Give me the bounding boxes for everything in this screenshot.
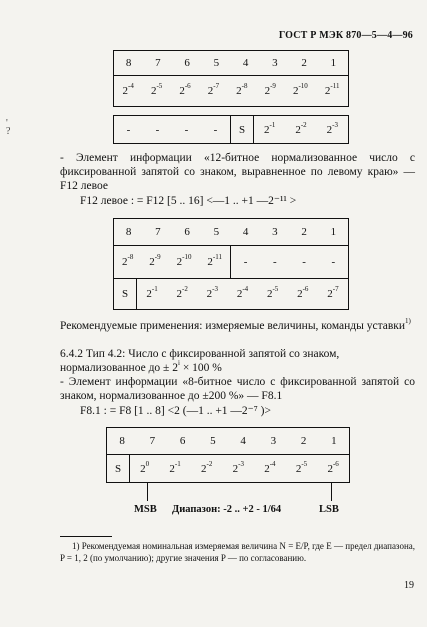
bit-weight: $2^{-1}$ [169, 460, 181, 475]
bit-number: 3 [272, 57, 278, 69]
range-label: Диапазон: -2 .. +2 - 1/64 [172, 504, 282, 515]
bit-number: 8 [119, 435, 125, 447]
paragraph-f8-description: - Элемент информации «8-битное число с фиксированной запятой со знаком, нормализованное до ±200 %» — F8.1 [60, 376, 415, 402]
dash: - [126, 123, 131, 136]
bit-weight: $2^{-3}$ [326, 120, 338, 136]
dash: - [331, 256, 336, 268]
bit-number: 6 [179, 435, 186, 447]
document-header: ГОСТ Р МЭК 870—5—4—96 [278, 30, 413, 41]
sign-bit: S [231, 116, 254, 143]
bit-weight: $2^{-6}$ [297, 285, 309, 300]
unused-bits [114, 116, 231, 143]
weight-row [114, 76, 348, 106]
bit-number: 2 [300, 435, 307, 447]
margin-mark: ' [6, 118, 8, 129]
bit-weight: $2^{-1}$ [146, 285, 158, 300]
bit-weight: $2^{-11}$ [324, 82, 340, 97]
footnote-ref: 1) [405, 317, 411, 325]
bit-number: 2 [301, 226, 307, 238]
bit-number: 1 [330, 226, 337, 238]
dash: - [243, 256, 248, 268]
bit-weight: $2^{-2}$ [201, 460, 213, 475]
bit-weight: $2^{-2}$ [295, 120, 307, 136]
bit-number-row [107, 428, 349, 455]
dash: - [302, 256, 306, 268]
formula-f12: F12 левое : = F12 [5 .. 16] <—1 .. +1 —2⁻¹¹ > [80, 195, 297, 207]
bit-table-f12-row-weights [113, 50, 349, 107]
sign-row [107, 455, 349, 483]
bit-weight: $2^{-1}$ [263, 120, 276, 136]
bit-number: 5 [210, 435, 216, 447]
bit-weight: $2^{-2}$ [176, 285, 188, 300]
bit-number-row [114, 219, 348, 246]
sign-bit: S [107, 455, 130, 483]
bit-weight: $2^{-9}$ [149, 253, 161, 268]
footnote-divider [60, 536, 112, 537]
bit-weight: $2^{-5}$ [150, 82, 163, 97]
bit-weight: $2^{-4}$ [264, 460, 276, 475]
bit-weight: $2^0$ [140, 460, 150, 475]
fraction-bits [254, 116, 348, 143]
paragraph-applications: Рекомендуемые применения: измеряемые величины, команды уставки$^{1)}$ [60, 317, 411, 332]
bit-number: 5 [213, 57, 220, 69]
bit-weight: $2^{-3}$ [232, 460, 244, 475]
msb-label: MSB [134, 504, 157, 515]
bit-table-f12-left [113, 218, 349, 310]
formula-f8: F8.1 : = F8 [1 .. 8] <2 (—1 .. +1 —2⁻⁷ )> [80, 405, 271, 417]
bit-weight: $2^{-10}$ [292, 82, 308, 97]
footnote: 1) Рекомендуемая номинальная измеряемая величина N = E/P, где E — предел диапазона, P = 1, 2 (по умолчанию); другие значения P — по согласованию. [60, 541, 415, 563]
lsb-tick [331, 483, 332, 501]
page-number: 19 [404, 580, 414, 591]
bit-number: 8 [125, 226, 132, 238]
bit-number: 4 [242, 226, 249, 238]
bit-number: 6 [184, 226, 190, 238]
bit-weight: $2^{-6}$ [179, 82, 191, 97]
paragraph-f12-description: - Элемент информации «12-битное нормализованное число с фиксированной запятой со знаком, выравненное по левому краю» — F12 левое [60, 152, 415, 192]
weight-row [114, 246, 348, 279]
paragraph-type-4-2: 6.4.2 Тип 4.2: Число с фиксированной запятой со знаком, нормализованное до ± $2^i \times 100$ % [60, 348, 340, 374]
bit-weight: $2^{-7}$ [327, 285, 339, 300]
bit-weight: $2^{-6}$ [327, 460, 339, 475]
bit-weight: $2^{-5}$ [266, 285, 279, 300]
bit-number: 7 [155, 57, 161, 69]
margin-mark: ? [6, 126, 11, 137]
sign-bit: S [114, 279, 137, 309]
dash: - [184, 123, 189, 136]
bit-weight: $2^{-4}$ [236, 285, 249, 300]
bit-weight: $2^{-8}$ [236, 82, 248, 97]
bit-number: 3 [272, 226, 278, 238]
bit-number: 4 [242, 57, 249, 69]
bit-number-row [114, 51, 348, 75]
bit-weight: $2^{-3}$ [206, 285, 219, 300]
msb-tick [147, 483, 148, 501]
bit-weight: $2^{-11}$ [207, 253, 222, 268]
bit-weight: $2^{-10}$ [176, 253, 192, 268]
bit-weight: $2^{-8}$ [121, 253, 134, 268]
bit-number: 3 [270, 435, 277, 447]
bit-number: 7 [155, 226, 161, 238]
dash: - [213, 123, 218, 136]
bit-number: 8 [125, 57, 132, 69]
bit-number: 5 [213, 226, 220, 238]
sign-row [114, 279, 348, 309]
dash: - [155, 123, 160, 136]
dash: - [273, 256, 277, 268]
bit-weight: $2^{-4}$ [122, 82, 134, 97]
bit-table-f12-sign-row [113, 115, 349, 144]
bit-number: 4 [240, 435, 246, 447]
bit-weight: $2^{-5}$ [295, 460, 308, 475]
lsb-label: LSB [319, 504, 339, 515]
bit-number: 7 [149, 435, 156, 447]
bit-number: 6 [184, 57, 190, 69]
bit-number: 1 [330, 57, 337, 69]
bit-weight: $2^{-9}$ [264, 82, 276, 97]
bit-number: 1 [331, 435, 337, 447]
bit-number: 2 [301, 57, 307, 69]
bit-weight: $2^{-7}$ [207, 82, 220, 97]
bit-table-f8 [106, 427, 350, 483]
